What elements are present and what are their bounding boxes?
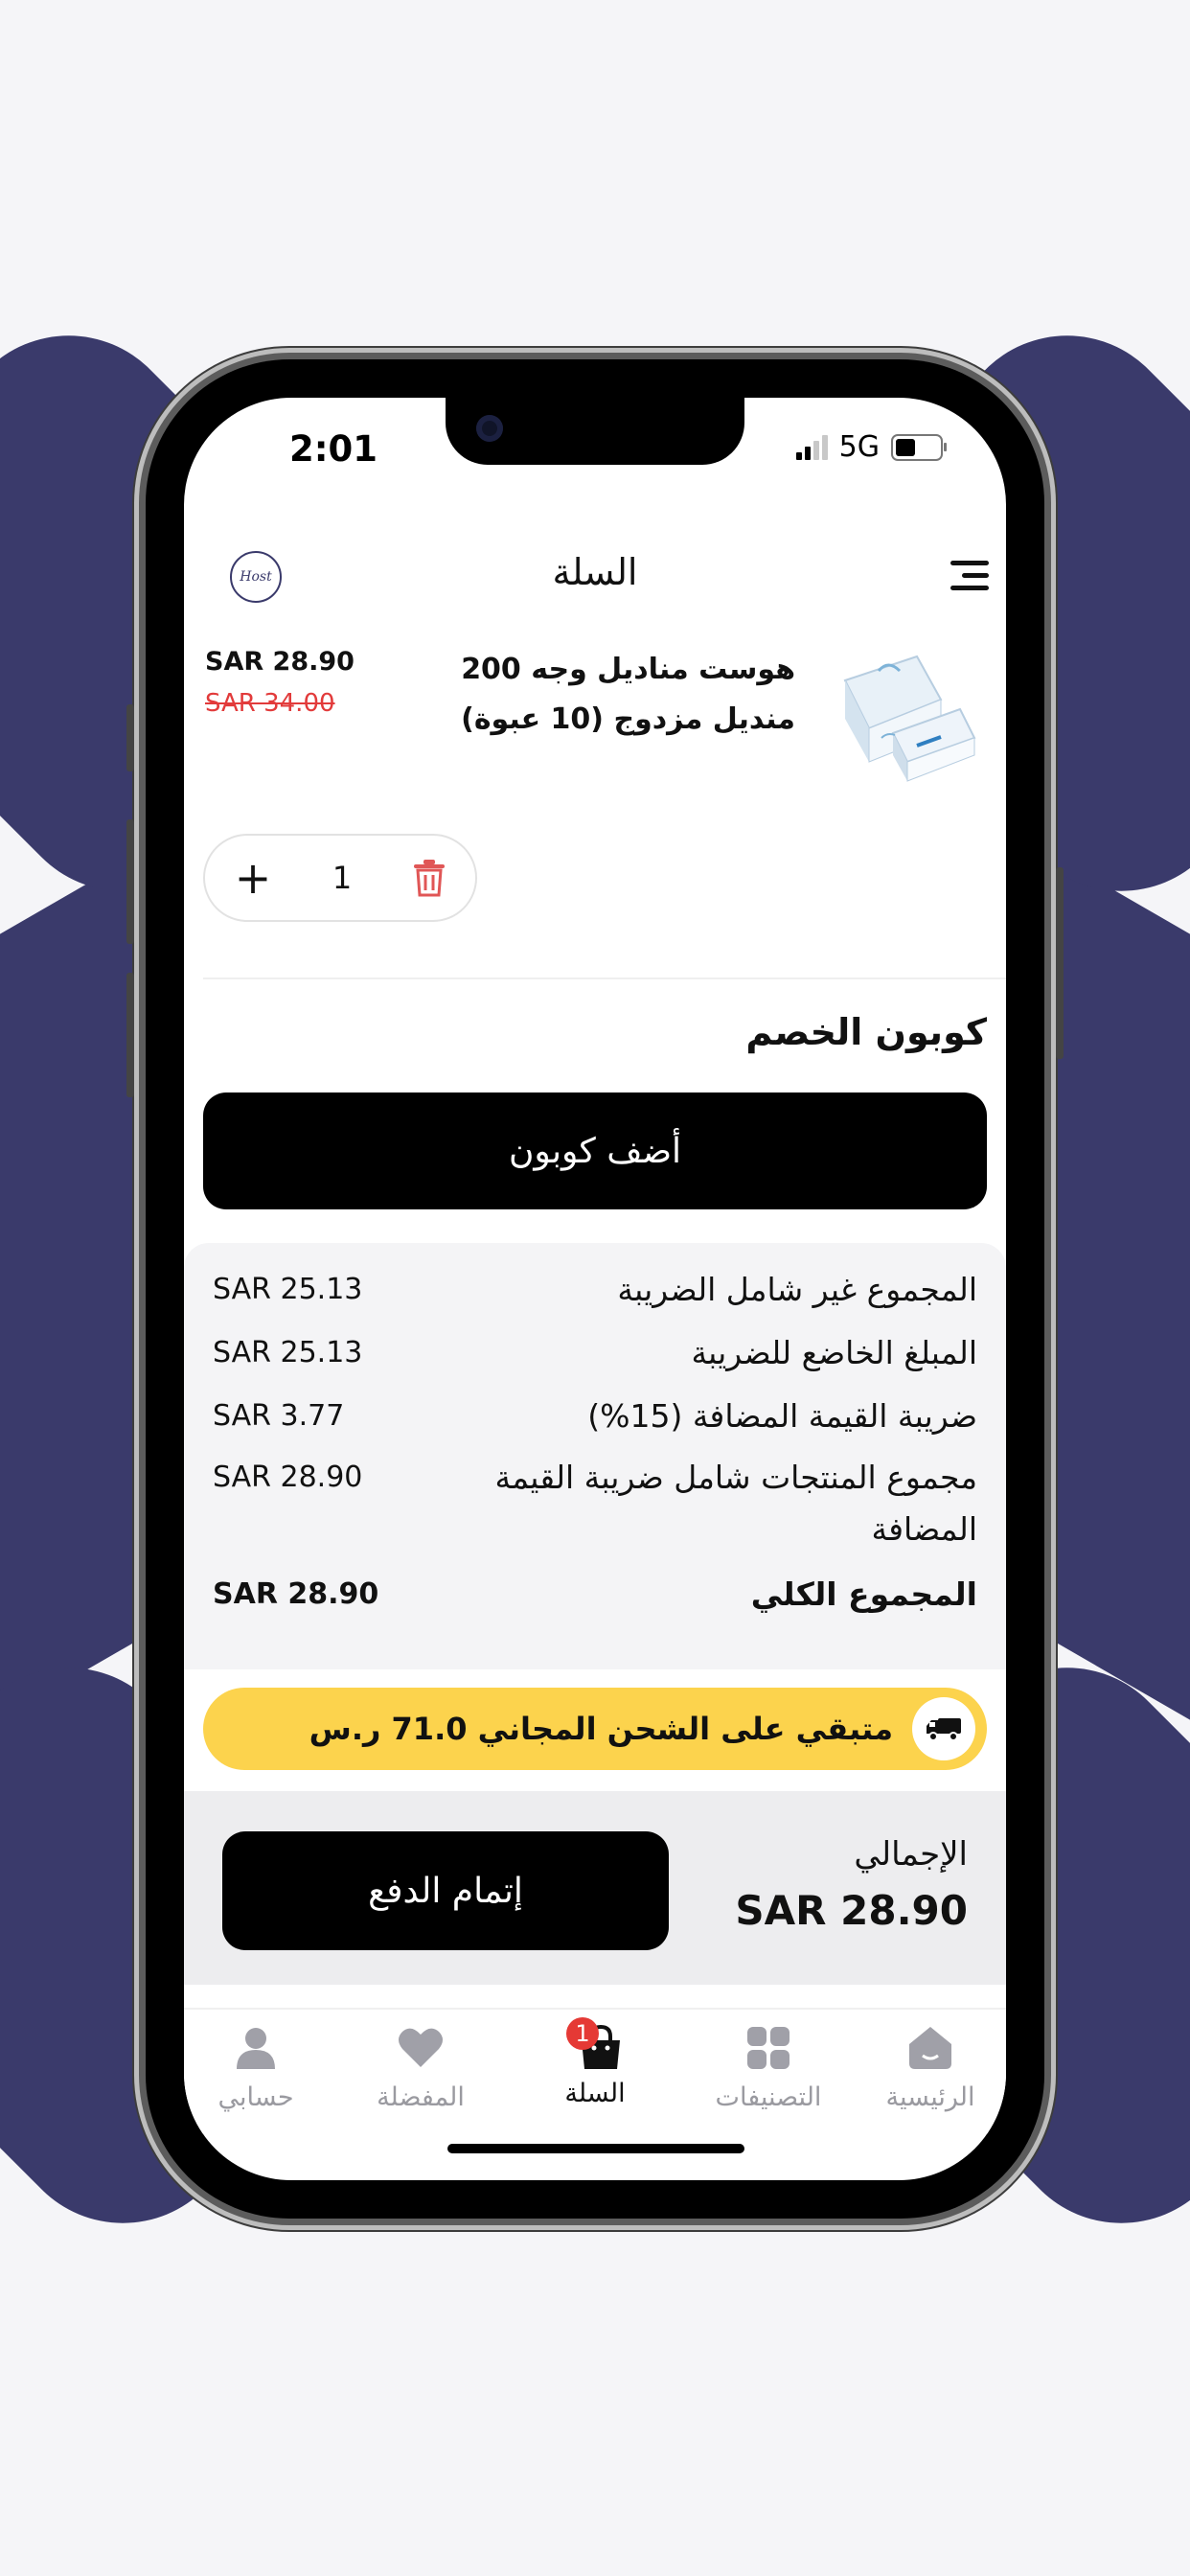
checkout-bar [184,1791,1006,1985]
app-screen [184,398,1006,2180]
summary-row [213,1391,977,1442]
power-button [1056,867,1064,1059]
categories-icon [744,2023,793,2073]
user-icon [231,2023,281,2073]
cart-badge: 1 [566,2017,599,2050]
summary-label: مجموع المنتجات شامل ضريبة القيمة المضافة [494,1459,977,1548]
home-icon [905,2023,955,2073]
grand-total-label: الإجمالي [854,1835,968,1874]
summary-label: المجموع غير شامل الضريبة [617,1271,977,1308]
summary-row [213,1327,977,1379]
volume-down-button [126,973,134,1097]
tab-label: حسابي [217,2082,294,2112]
summary-value: SAR 25.13 [213,1273,363,1306]
add-coupon-button[interactable]: أضف كوبون [203,1092,987,1209]
status-indicators [796,430,943,464]
bottom-tab-bar [184,2008,1006,2134]
tab-label: السلة [564,2079,626,2108]
summary-value: SAR 3.77 [213,1399,345,1433]
quantity-value: 1 [332,860,353,896]
phone-frame [146,359,1044,2219]
summary-label: ضريبة القيمة المضافة (15%) [587,1397,977,1435]
camera-icon [476,415,503,442]
divider [203,978,1006,979]
heart-icon [396,2023,446,2073]
summary-row [213,1452,977,1555]
summary-total-label: المجموع الكلي [750,1576,977,1613]
tab-home[interactable] [858,2023,1002,2112]
truck-icon [912,1697,975,1760]
summary-row [213,1264,977,1316]
product-image[interactable] [826,642,979,786]
menu-icon[interactable] [950,557,989,595]
grand-total-value: SAR 28.90 [735,1887,968,1934]
status-time: 2:01 [289,428,378,470]
summary-value: SAR 28.90 [213,1460,363,1494]
tab-categories[interactable] [697,2023,840,2112]
free-shipping-banner [203,1688,987,1770]
signal-icon [796,435,828,460]
tab-label: التصنيفات [715,2082,822,2112]
order-summary [184,1243,1006,1669]
network-label: 5G [838,430,880,464]
mute-switch [126,704,134,771]
home-indicator[interactable] [447,2144,744,2153]
checkout-button[interactable]: إتمام الدفع [222,1831,669,1950]
trash-icon[interactable] [412,859,446,897]
page-title: السلة [552,551,638,593]
notch [446,398,744,465]
cart-bag-icon [570,2020,620,2073]
tab-favorites[interactable] [349,2023,492,2112]
coupon-section-title: كوبون الخصم [745,1011,987,1053]
logo-text: Host [240,569,272,585]
summary-label: المبلغ الخاضع للضريبة [691,1334,977,1371]
tab-account[interactable] [184,2023,328,2112]
free-shipping-text: متبقي على الشحن المجاني 71.0 ر.س [309,1711,893,1747]
tab-cart[interactable] [523,2020,667,2108]
increase-quantity-button[interactable]: + [234,852,272,904]
product-price: SAR 28.90 [205,647,355,677]
summary-total-value: SAR 28.90 [213,1577,379,1611]
quantity-stepper [203,834,477,922]
summary-value: SAR 25.13 [213,1336,363,1369]
product-old-price: SAR 34.00 [205,689,335,718]
product-name[interactable]: هوست مناديل وجه 200 منديل مزدوج (10 عبوة) [461,653,795,736]
tab-label: المفضلة [377,2082,465,2112]
battery-icon [891,434,943,461]
volume-up-button [126,819,134,944]
summary-total-row [213,1569,977,1621]
tab-label: الرئيسية [885,2082,975,2112]
